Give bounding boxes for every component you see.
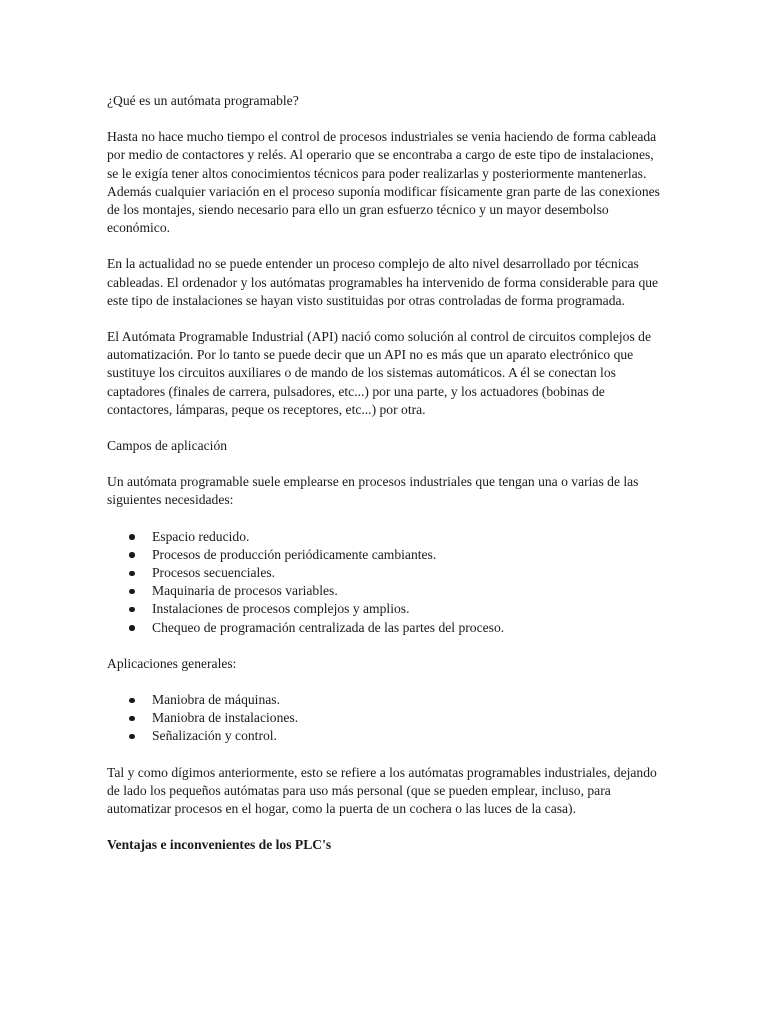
intro-paragraph-2: En la actualidad no se puede entender un proceso complejo de alto nivel desarrollado por técnicas cableadas. El ordenador y los autómatas programables ha intervenido de forma considerable para que este tipo de instalaciones se hayan visto sustituidas por otras controladas de forma programada. [107, 256, 659, 308]
section-heading-aplicaciones: Aplicaciones generales: [107, 655, 237, 671]
section-heading-campos: Campos de aplicación [107, 438, 228, 454]
list-item: Maniobra de máquinas. [107, 691, 667, 709]
list-item: Espacio reducido. [107, 528, 667, 546]
closing-paragraph: Tal y como dígimos anteriormente, esto se refiere a los autómatas programables industriales, dejando de lado los pequeños autómatas para uso más personal (que se pueden emplear, incluso, para automatizar procesos en el hogar, como la puerta de un cochera o las luces de la casa). [107, 764, 657, 817]
aplicaciones-list [107, 691, 667, 746]
list-item: Maquinaria de procesos variables. [107, 582, 667, 600]
intro-paragraph-1: Hasta no hace mucho tiempo el control de procesos industriales se venia haciendo de forma cableada por medio de contactores y relés. Al operario que se encontraba a cargo de este tipo de instalaciones, se le exigía tener altos conocimientos técnicos para poder realizarlas y posteriormente mantenerlas. Además cualquier variación en el proceso suponía modificar físicamente gran parte de las conexiones de los montajes, siendo necesario para ello un gran esfuerzo técnico y un mayor desembolso económico. [107, 129, 660, 236]
list-item: Procesos secuenciales. [107, 564, 667, 582]
list-item: Procesos de producción periódicamente cambiantes. [107, 546, 667, 564]
question-title: ¿Qué es un autómata programable? [107, 93, 299, 108]
section-heading-ventajas: Ventajas e inconvenientes de los PLC's [107, 837, 332, 853]
campos-list [107, 528, 667, 637]
list-item: Maniobra de instalaciones. [107, 709, 667, 727]
campos-intro-paragraph: Un autómata programable suele emplearse en procesos industriales que tengan una o varias de las siguientes necesidades: [107, 474, 639, 508]
list-item: Chequeo de programación centralizada de las partes del proceso. [107, 619, 667, 637]
document-page [107, 92, 667, 873]
list-item: Señalización y control. [107, 727, 667, 745]
intro-paragraph-3: El Autómata Programable Industrial (API) nació como solución al control de circuitos complejos de automatización. Por lo tanto se puede decir que un API no es más que un aparato electrónico que sustituye los circuitos auxiliares o de mando de los sistemas automáticos. A él se conectan los captadores (finales de carrera, pulsadores, etc...) por una parte, y los actuadores (bobinas de contactores, lámparas, peque os receptores, etc...) por otra. [107, 329, 651, 417]
list-item: Instalaciones de procesos complejos y amplios. [107, 600, 667, 618]
